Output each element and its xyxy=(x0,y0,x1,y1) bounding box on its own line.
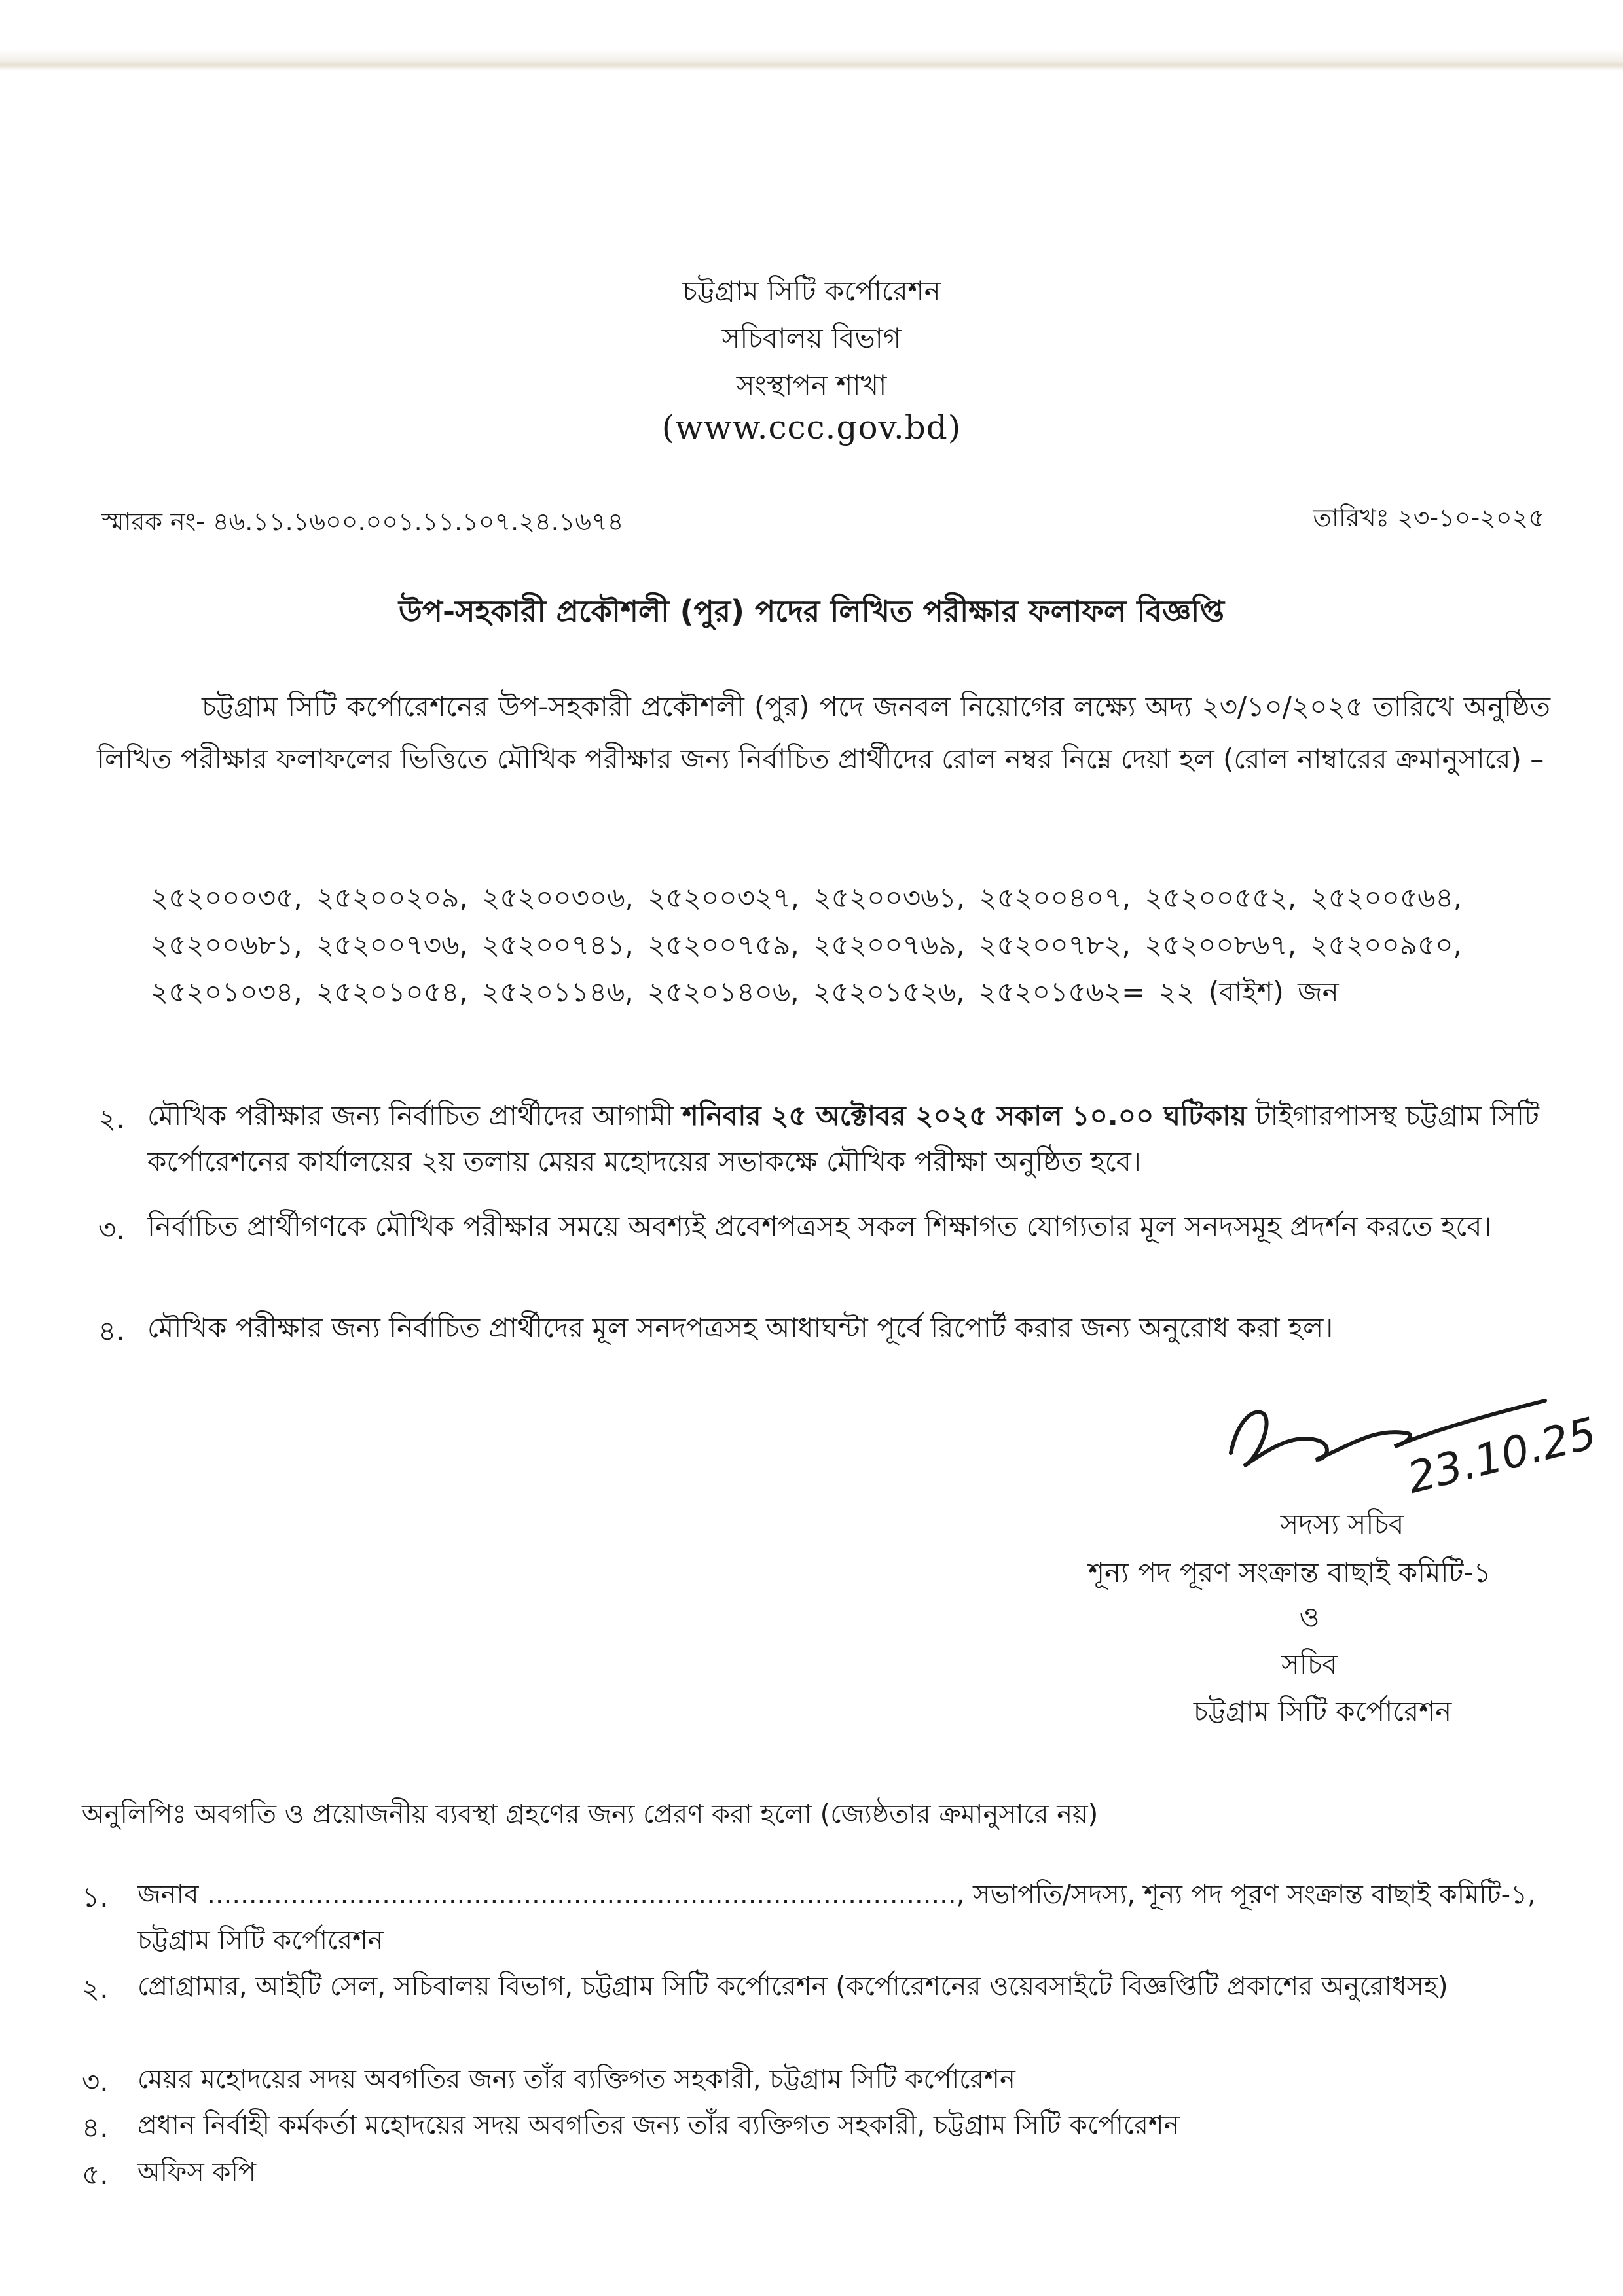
memo-number: স্মারক নং- ৪৬.১১.১৬০০.০০১.১১.১০৭.২৪.১৬৭৪ xyxy=(101,507,624,536)
dept-name: সচিবালয় বিভাগ xyxy=(721,322,902,354)
signature-date: 23.10.25 xyxy=(1402,1408,1601,1503)
copy-item: অফিস কপি xyxy=(137,2157,257,2187)
signatory-committee: শূন্য পদ পূরণ সংক্রান্ত বাছাই কমিটি-১ xyxy=(1088,1556,1491,1588)
point-number: ৪. xyxy=(98,1315,125,1347)
copy-number: ২. xyxy=(82,1973,109,2005)
copy-item: জনাব .........................................................................................., সভাপতি/সদস্য, শূন্য পদ পূরণ সংক্রান্ত বাছাই কমিটি-১, চট্টগ্রাম সিটি কর্পোরেশন xyxy=(137,1880,1536,1956)
memo-date: তারিখঃ ২৩-১০-২০২৫ xyxy=(1313,503,1544,532)
copy-number: ১. xyxy=(82,1881,109,1913)
copy-heading: অনুলিপিঃ অবগতি ও প্রয়োজনীয় ব্যবস্থা গ্রহণের জন্য প্রেরণ করা হলো (জ্যেষ্ঠতার ক্রমানুসারে নয়) xyxy=(82,1799,1099,1829)
copy-number: ৫. xyxy=(82,2159,109,2191)
org-name: চট্টগ্রাম সিটি কর্পোরেশন xyxy=(682,275,941,307)
signatory-title: সদস্য সচিব xyxy=(1280,1508,1404,1540)
point-text: টাইগারপাসস্থ চট্টগ্রাম সিটি কর্পোরেশনের কার্যালয়ের ২য় তলায় মেয়র মহোদয়ের সভাকক্ষে মৌখিক পরীক্ষা অনুষ্ঠিত হবে। xyxy=(147,1100,1539,1177)
copy-item: প্রোগ্রামার, আইটি সেল, সচিবালয় বিভাগ, চট্টগ্রাম সিটি কর্পোরেশন (কর্পোরেশনের ওয়েবসাইটে বিজ্ঞপ্তিটি প্রকাশের অনুরোধসহ) xyxy=(137,1971,1448,2001)
point-text: মৌখিক পরীক্ষার জন্য নির্বাচিত প্রার্থীদের আগামী xyxy=(147,1100,682,1132)
intro-paragraph: চট্টগ্রাম সিটি কর্পোরেশনের উপ-সহকারী প্রকৌশলী (পুর) পদে জনবল নিয়োগের লক্ষ্যে অদ্য ২৩/১০/২০২৫ তারিখে অনুষ্ঠিত লিখিত পরীক্ষার ফলাফলের ভিত্তিতে মৌখিক পরীক্ষার জন্য নির্বাচিত প্রার্থীদের রোল নম্বর নিম্নে দেয়া হল (রোল নাম্বারের ক্রমানুসারে) – xyxy=(97,691,1550,775)
copy-number: ৪. xyxy=(82,2111,109,2144)
roll-number-list: ২৫২০০০৩৫, ২৫২০০২০৯, ২৫২০০৩০৬, ২৫২০০৩২৭, ২৫২০০৩৬১, ২৫২০০৪০৭, ২৫২০০৫৫২, ২৫২০০৫৬৪, ২৫২০০৬৮১, ২৫২০০৭৩৬, ২৫২০০৭৪১, ২৫২০০৭৫৯, ২৫২০০৭৬৯, ২৫২০০৭৮২, ২৫২০০৮৬৭, ২৫২০০৯৫০, ২৫২০১০৩৪, ২৫২০১০৫৪, ২৫২০১১৪৬, ২৫২০১৪০৬, ২৫২০১৫২৬, ২৫২০১৫৬২= ২২ (বাইশ) জন xyxy=(151,882,1463,1008)
point-item: নির্বাচিত প্রার্থীগণকে মৌখিক পরীক্ষার সময়ে অবশ্যই প্রবেশপত্রসহ সকল শিক্ষাগত যোগ্যতার মূল সনদসমূহ প্রদর্শন করতে হবে। xyxy=(147,1210,1492,1242)
copy-item: প্রধান নির্বাহী কর্মকর্তা মহোদয়ের সদয় অবগতির জন্য তাঁর ব্যক্তিগত সহকারী, চট্টগ্রাম সিটি কর্পোরেশন xyxy=(137,2110,1180,2140)
copy-item: মেয়র মহোদয়ের সদয় অবগতির জন্য তাঁর ব্যক্তিগত সহকারী, চট্টগ্রাম সিটি কর্পোরেশন xyxy=(137,2064,1015,2094)
signatory-org: চট্টগ্রাম সিটি কর্পোরেশন xyxy=(1193,1695,1452,1727)
point-item: মৌখিক পরীক্ষার জন্য নির্বাচিত প্রার্থীদের মূল সনদপত্রসহ আধাঘন্টা পূর্বে রিপোর্ট করার জন্য অনুরোধ করা হল। xyxy=(147,1312,1334,1344)
interview-datetime: শনিবার ২৫ অক্টোবর ২০২৫ সকাল ১০.০০ ঘটিকায় xyxy=(682,1100,1247,1132)
point-number: ২. xyxy=(98,1103,125,1135)
point-number: ৩. xyxy=(98,1213,125,1246)
signatory-and: ও xyxy=(1299,1601,1320,1633)
branch-name: সংস্থাপন শাখা xyxy=(736,369,887,401)
website: (www.ccc.gov.bd) xyxy=(661,408,962,446)
notice-title: উপ-সহকারী প্রকৌশলী (পুর) পদের লিখিত পরীক্ষার ফলাফল বিজ্ঞপ্তি xyxy=(398,594,1225,629)
point-item xyxy=(147,1093,1571,1185)
signatory-secretary: সচিব xyxy=(1281,1648,1338,1680)
copy-number: ৩. xyxy=(82,2066,109,2098)
